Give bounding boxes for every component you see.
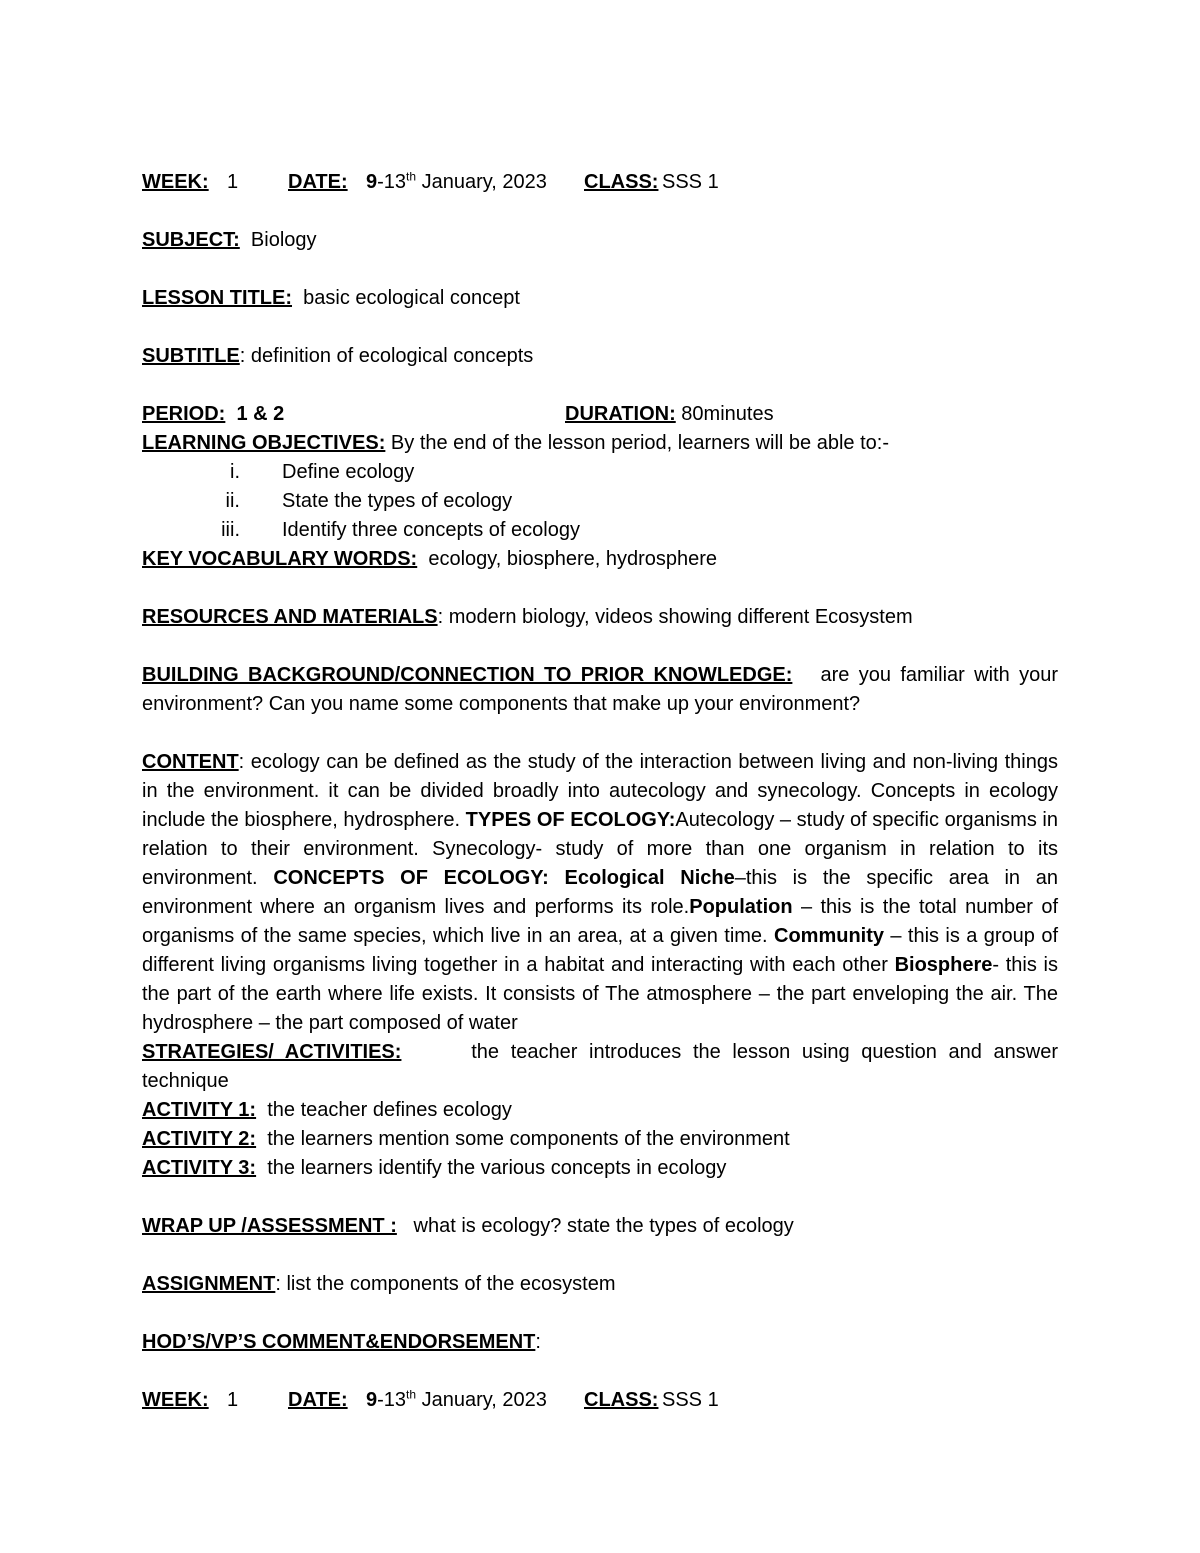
assignment-line [142, 1270, 1058, 1299]
week-label: WEEK: [142, 1389, 209, 1411]
hod-comment-line [142, 1328, 1058, 1357]
objective-item: ii. State the types of ecology [225, 490, 513, 512]
activity-line: ACTIVITY 1: the teacher defines ecology [142, 1099, 512, 1121]
week-value: 1 [227, 1389, 239, 1411]
hod-comment-value: : [535, 1331, 541, 1353]
learning-objectives-intro: By the end of the lesson period, learners will be able to:- [385, 432, 889, 454]
resources-label: RESOURCES AND MATERIALS [142, 606, 438, 628]
key-vocabulary-label: KEY VOCABULARY WORDS: [142, 548, 418, 570]
week-value: 1 [227, 171, 239, 193]
lesson-title-label: LESSON TITLE: [142, 287, 292, 309]
hod-comment-label: HOD’S/VP’S COMMENT&ENDORSEMENT [142, 1331, 536, 1353]
date-value: 9-13th January, 2023 [366, 169, 547, 193]
learning-objectives-label: LEARNING OBJECTIVES: [142, 432, 386, 454]
wrap-up-label: WRAP UP /ASSESSMENT : [142, 1215, 397, 1237]
building-background-label: BUILDING BACKGROUND/CONNECTION TO PRIOR KNOWLEDGE: [142, 664, 793, 686]
lesson-title-line [142, 284, 1058, 313]
key-vocabulary-line [142, 545, 1058, 574]
building-background-value: are you familiar with your environment? Can you name some components that make up your environment? [142, 664, 1058, 715]
date-value: 9-13th January, 2023 [366, 1387, 547, 1411]
subtitle-value: : definition of ecological concepts [239, 345, 534, 367]
class-value: SSS 1 [662, 1389, 719, 1411]
duration-value: 80minutes [681, 403, 774, 425]
building-background-paragraph [142, 661, 1058, 719]
objective-item: i. Define ecology [230, 461, 415, 483]
resources-value: : modern biology, videos showing different Ecosystem [437, 606, 913, 628]
subject-value: Biology [250, 229, 317, 251]
activity-line: ACTIVITY 2: the learners mention some components of the environment [142, 1128, 790, 1150]
lesson-plan [142, 168, 1058, 1415]
class-value: SSS 1 [662, 171, 719, 193]
activity-line: ACTIVITY 3: the learners identify the various concepts in ecology [142, 1157, 727, 1179]
header-line-repeat [142, 1386, 1058, 1415]
resources-line [142, 603, 1058, 632]
key-vocabulary-value: ecology, biosphere, hydrosphere [428, 548, 718, 570]
subtitle-line [142, 342, 1058, 371]
strategies-label: STRATEGIES/ ACTIVITIES: [142, 1041, 402, 1063]
subject-label: SUBJECT: [142, 229, 240, 251]
period-value: 1 & 2 [236, 403, 285, 425]
objective-item: iii. Identify three concepts of ecology [221, 519, 580, 541]
learning-objectives-line [142, 429, 1058, 458]
assignment-label: ASSIGNMENT [142, 1273, 276, 1295]
duration-label: DURATION: [565, 403, 676, 425]
lesson-title-value: basic ecological concept [303, 287, 520, 309]
class-label: CLASS: [584, 171, 659, 193]
class-label: CLASS: [584, 1389, 659, 1411]
header-line [142, 168, 1058, 197]
wrap-up-line [142, 1212, 1058, 1241]
subject-line [142, 226, 1058, 255]
assignment-value: : list the components of the ecosystem [275, 1273, 616, 1295]
week-label: WEEK: [142, 171, 209, 193]
wrap-up-value: what is ecology? state the types of ecology [413, 1215, 794, 1237]
date-label: DATE: [288, 1389, 348, 1411]
period-label: PERIOD: [142, 403, 226, 425]
subtitle-label: SUBTITLE [142, 345, 240, 367]
date-label: DATE: [288, 171, 348, 193]
strategies-paragraph [142, 1038, 1058, 1096]
content-paragraph: CONTENT: ecology can be defined as the study of the interaction between living and non-living things in the environment. it can be divided broadly into autecology and synecology. Concepts in ecology include the biosphere, hydrosphere. TYPES OF ECOLOGY:Autecology – study of specific organisms in relation to their environment. Synecology- study of more than one organism in relation to its environment. CONCEPTS OF ECOLOGY: Ecological Niche–this is the specific area in an environment where an organism lives and performs its role.Population – this is the total number of organisms of the same species, which live in an area, at a given time. Community – this is a group of different living organisms living together in a habitat and interacting with each other Biosphere- this is the part of the earth where life exists. It consists of The atmosphere – the part enveloping the air. The hydrosphere – the part composed of water [142, 751, 1059, 1034]
content-label: CONTENT [142, 751, 239, 773]
strategies-value: the teacher introduces the lesson using question and answer technique [142, 1041, 1058, 1092]
period-duration-line [142, 400, 1058, 429]
